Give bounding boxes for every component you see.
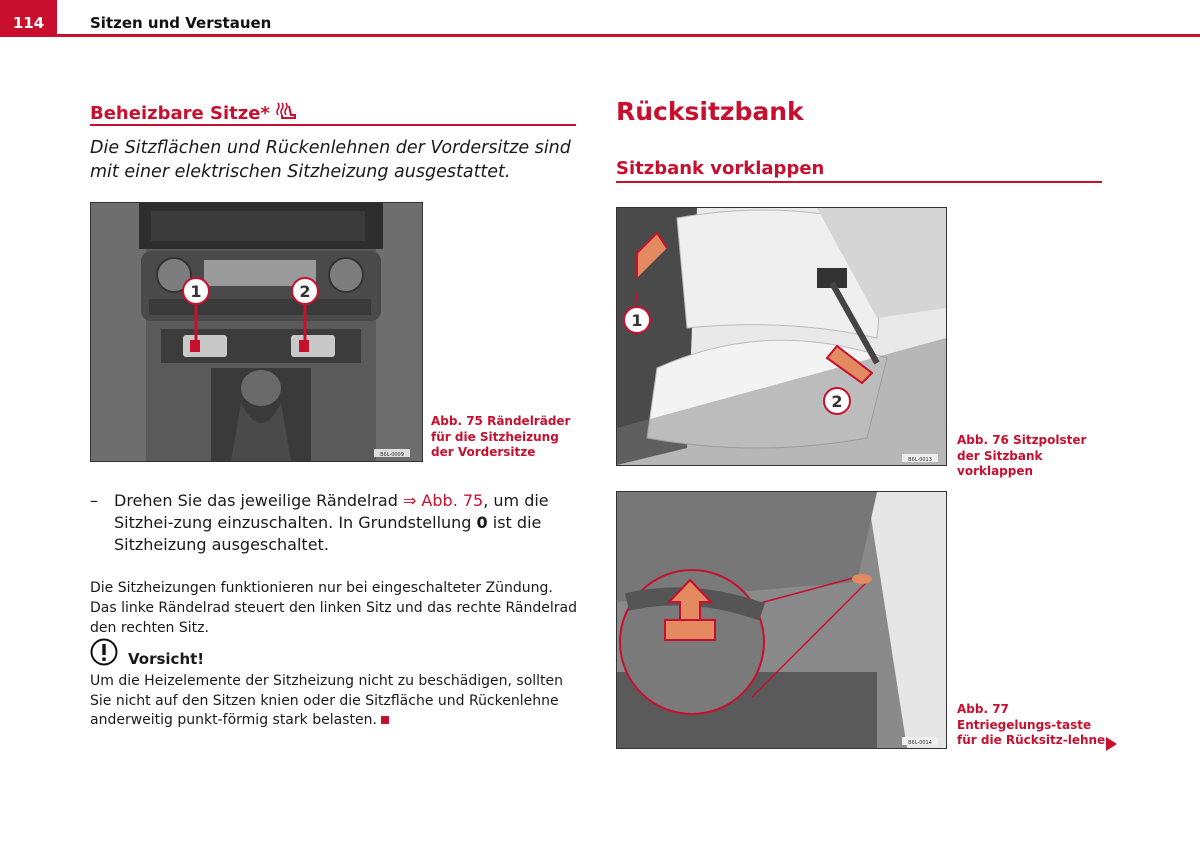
release-button-illustration xyxy=(617,492,946,748)
callout-1: 1 xyxy=(631,311,643,330)
seat-fold-illustration xyxy=(617,208,946,465)
caution-icon xyxy=(90,638,118,666)
next-page-arrow-icon[interactable] xyxy=(1104,736,1118,752)
page-number: 114 xyxy=(12,14,45,32)
figure-76-caption: Abb. 76 Sitzpolster der Sitzbank vorklappen xyxy=(957,433,1087,478)
seat-heating-icon xyxy=(274,100,296,122)
caution-title: Vorsicht! xyxy=(128,650,205,668)
figure-75-link[interactable]: Abb. 75 xyxy=(416,491,484,510)
callout-2: 2 xyxy=(831,392,843,411)
figure-reference-arrow[interactable]: ⇒ xyxy=(402,491,417,510)
figure-75-console-image xyxy=(90,202,423,462)
fold-seat-rule xyxy=(616,181,1102,183)
heated-seats-rule xyxy=(90,124,576,126)
heated-seats-heading xyxy=(90,100,296,124)
figure-75-caption: Abb. 75 Rändelräder für die Sitzheizung der Vordersitze xyxy=(431,414,571,459)
step-text xyxy=(114,490,580,556)
figure-77-release-button-image xyxy=(616,491,947,749)
step-text-part1: Drehen Sie das jeweilige Rändelrad xyxy=(114,491,403,510)
end-of-section-marker xyxy=(381,716,389,724)
fold-seat-subheading: Sitzbank vorklappen xyxy=(616,158,825,179)
step-text-part2: , um die Sitzhei-zung einzuschalten. In Grundstellung xyxy=(114,491,549,532)
figure-77-caption: Abb. 77 Entriegelungs-taste für die Rücksitz-lehne xyxy=(957,702,1106,747)
ignition-note: Die Sitzheizungen funktionieren nur bei eingeschalteter Zündung. Das linke Rändelrad steuert den linken Sitz und das rechte Rändelrad den rechten Sitz. xyxy=(90,580,577,636)
caution-text-block xyxy=(90,672,580,731)
console-illustration xyxy=(91,203,422,461)
caution-text: Um die Heizelemente der Sitzheizung nicht zu beschädigen, sollten Sie nicht auf den Sitzen knien oder die Sitzfläche und Rückenlehne anderweitig punkt-förmig stark belasten. xyxy=(90,673,564,728)
intro-text: Die Sitzflächen und Rückenlehnen der Vordersitze sind mit einer elektrischen Sitzheizung ausgestattet. xyxy=(90,138,571,182)
rear-seat-heading: Rücksitzbank xyxy=(616,97,804,126)
figure-code: B6L-0009 xyxy=(380,452,404,458)
header-rule xyxy=(57,34,1200,37)
figure-76-seat-image xyxy=(616,207,947,466)
callout-2: 2 xyxy=(299,282,311,301)
step-dash: – xyxy=(90,491,98,510)
heated-seats-heading-text: Beheizbare Sitze* xyxy=(90,103,270,124)
step-text-part3: ist die Sitzheizung ausgeschaltet. xyxy=(114,513,542,554)
header-section-title: Sitzen und Verstauen xyxy=(90,14,272,32)
step-bold-zero: 0 xyxy=(476,513,488,532)
figure-code: B6L-0014 xyxy=(908,740,932,746)
callout-1: 1 xyxy=(190,282,202,301)
figure-code: B6L-0013 xyxy=(908,457,932,463)
